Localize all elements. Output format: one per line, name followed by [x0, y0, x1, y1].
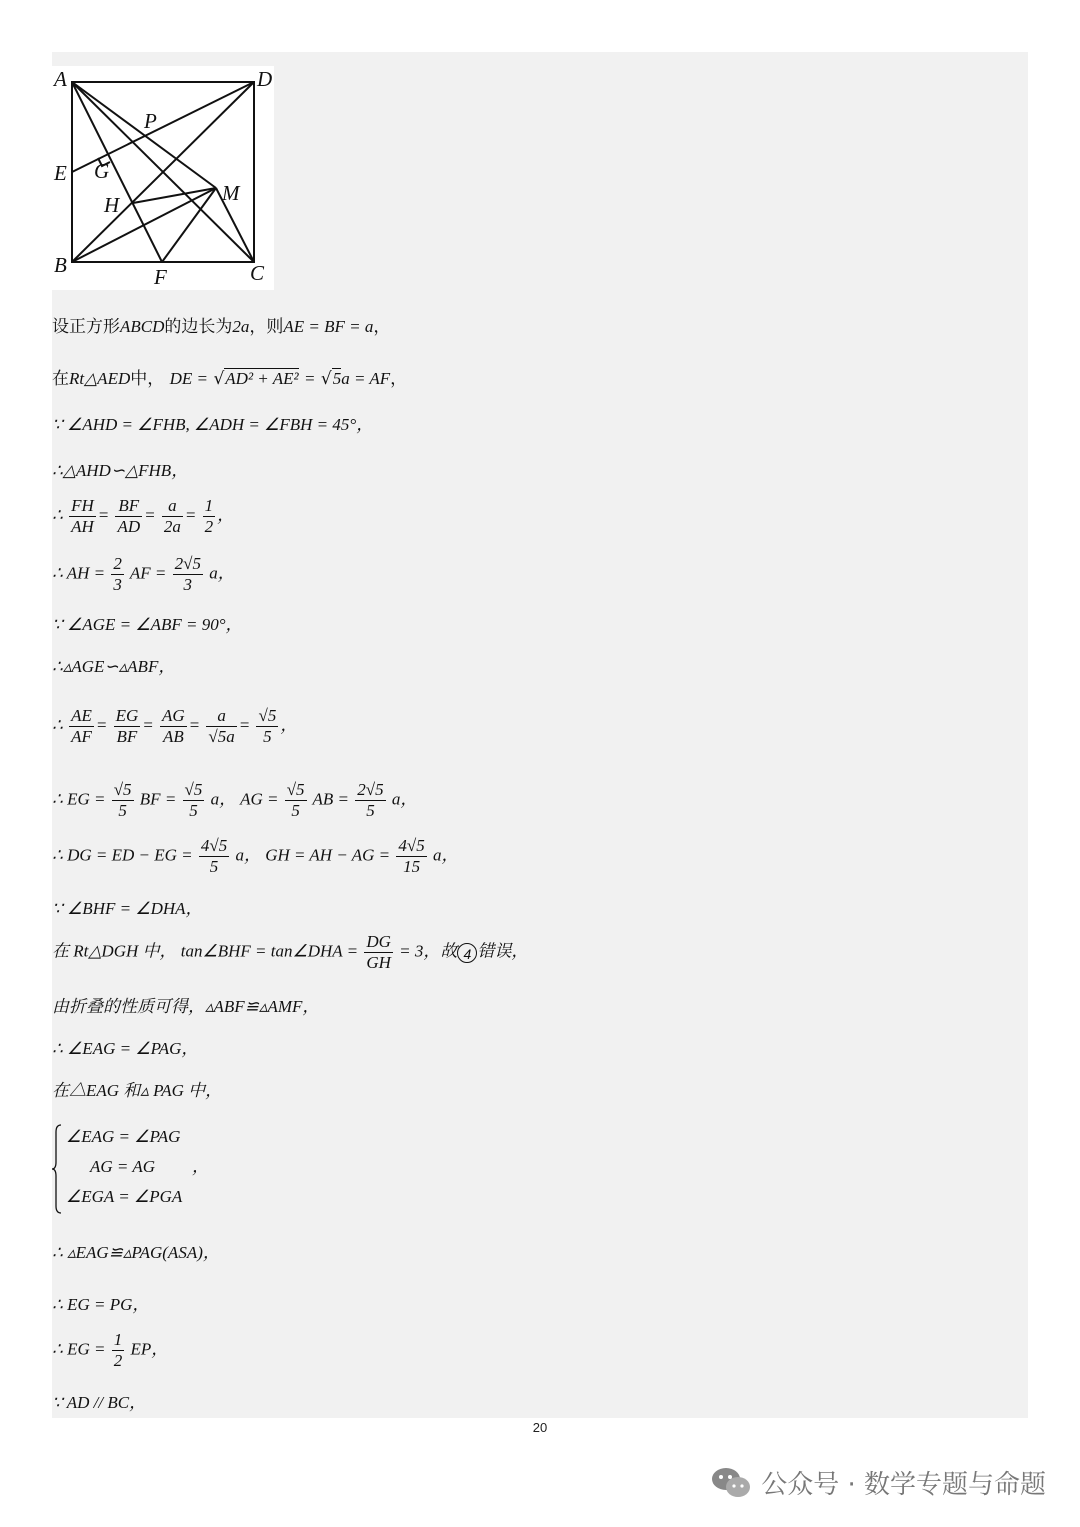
line-2: [52, 366, 407, 392]
system-row: ∠EGA = ∠PGA: [66, 1187, 183, 1206]
line-5: ∴ $\frac{FH}{AH}$ = $\frac{BF}{AD}$ = $\frac{a}{2a}$ = $\frac{1}{2}$ ，: [52, 496, 235, 536]
line-12: ∵ ∠BHF = ∠DHA，: [52, 899, 203, 918]
math: a，: [432, 845, 459, 865]
math: 在 Rt△DGH 中， tan∠BHF = tan∠DHA =: [52, 941, 359, 961]
numerator: 1: [113, 1330, 123, 1349]
label-H: H: [104, 193, 120, 217]
fraction: [173, 554, 203, 595]
math: =: [303, 369, 316, 388]
denominator: 5: [118, 801, 127, 820]
numerator: FH: [71, 496, 94, 515]
numerator: 2: [113, 554, 122, 573]
numerator: √5: [113, 780, 132, 799]
line-6: [52, 554, 235, 595]
denominator: 2: [113, 1351, 123, 1370]
fraction: [396, 836, 426, 877]
math: a， GH = AH − AG =: [235, 845, 391, 865]
denominator: AF: [71, 727, 92, 746]
math: AB =: [312, 789, 350, 809]
numerator: √5: [258, 706, 277, 725]
denominator: AH: [71, 517, 94, 536]
radicand: 5: [332, 369, 342, 388]
math: ，: [280, 715, 298, 735]
denominator: 2: [204, 517, 214, 536]
circled-number: 4: [457, 943, 477, 963]
line-15: ∴ ∠EAG = ∠PAG，: [52, 1039, 199, 1058]
fraction: [160, 706, 187, 747]
numerator: EG: [115, 706, 139, 725]
denominator: GH: [366, 953, 391, 972]
numerator: 2√5: [357, 780, 384, 799]
denominator: 5: [263, 727, 272, 746]
numerator: a: [162, 496, 183, 517]
math: = 3，故: [399, 941, 458, 961]
line-9: ∴ $\frac{AE}{AF}$ = $\frac{EG}{BF}$ = $\frac{AG}{AB}$ = $\frac{a}{√5a}$ = $\frac{√5}{5}$ ，: [52, 706, 298, 746]
fraction: [199, 836, 229, 877]
line-4: ∴△AHD∽△FHB，: [52, 461, 189, 480]
left-brace: [52, 1124, 62, 1214]
numerator: 4√5: [200, 836, 228, 855]
numerator: BF: [115, 496, 142, 517]
line-13: [52, 932, 528, 973]
denominator: √5a: [208, 727, 235, 746]
math: ∴ EG =: [52, 789, 106, 809]
fraction: [69, 706, 94, 747]
text: 在: [52, 369, 69, 389]
math: ∴ AH =: [52, 563, 106, 583]
math: ∴: [52, 505, 63, 525]
line-7: ∵ ∠AGE = ∠ABF = 90°，: [52, 615, 243, 634]
math: a，: [209, 563, 235, 583]
fraction: [256, 706, 278, 747]
denominator: 5: [366, 801, 375, 820]
fraction: [203, 496, 216, 537]
fraction: [115, 496, 142, 537]
numerator: 4√5: [398, 836, 425, 855]
system-comma: ，: [192, 1157, 209, 1176]
numerator: √5: [184, 780, 203, 799]
text: 的边长为: [164, 317, 233, 337]
denominator: AB: [162, 727, 184, 746]
math: ABCD: [120, 317, 165, 336]
label-G: G: [94, 159, 110, 183]
math: ，: [217, 505, 235, 525]
math: a，: [391, 789, 418, 809]
system-row: AG = AG: [90, 1157, 155, 1176]
line-10: [52, 780, 417, 821]
watermark-text: 公众号 · 数学专题与命题: [761, 1470, 1046, 1500]
line-3: ∵ ∠AHD = ∠FHB, ∠ADH = ∠FBH = 45°，: [52, 415, 374, 434]
line-8: ∴▵AGE∽▵ABF，: [52, 657, 176, 676]
denominator: 2a: [163, 517, 181, 536]
fraction: [111, 554, 124, 595]
document-page: [52, 52, 1028, 1418]
numerator: DG: [366, 932, 391, 951]
fraction: [162, 496, 183, 537]
numerator: √5: [286, 780, 305, 799]
label-F: F: [154, 265, 167, 289]
label-C: C: [250, 261, 265, 285]
text: ，则: [249, 317, 284, 337]
math: ∴: [52, 715, 63, 735]
text: 设正方形: [52, 317, 120, 337]
page-number: 20: [532, 1420, 548, 1435]
math: a， AG =: [210, 789, 279, 809]
denominator: AD: [117, 517, 141, 536]
text: 错误，: [477, 941, 529, 961]
math: Rt△AED: [69, 369, 131, 388]
equation-system: [52, 1124, 252, 1214]
line-11: [52, 836, 458, 877]
math: ∴ DG = ED − EG =: [52, 845, 193, 865]
sqrt: √AD² + AE²: [213, 369, 299, 389]
label-E: E: [54, 161, 67, 185]
square-diagram: [52, 66, 274, 290]
text: ，: [390, 369, 408, 389]
denominator: 3: [183, 575, 193, 594]
label-A: A: [54, 67, 67, 91]
math: ∴ EG =: [52, 1339, 106, 1359]
fraction: [112, 780, 134, 821]
math: DE =: [169, 369, 209, 388]
label-B: B: [54, 253, 67, 277]
fraction: [183, 780, 205, 821]
numerator: a: [206, 706, 236, 727]
math: EP，: [130, 1339, 169, 1359]
fraction: [112, 1330, 125, 1371]
numerator: 2√5: [174, 554, 201, 573]
fraction: [206, 706, 236, 747]
line-1: [52, 314, 390, 340]
denominator: 5: [209, 857, 219, 876]
line-14: 由折叠的性质可得，▵ABF≌▵AMF，: [52, 997, 320, 1016]
numerator: 1: [204, 496, 214, 515]
text: 中，: [130, 369, 165, 389]
math: 2a: [232, 317, 250, 336]
fraction: [364, 932, 393, 973]
math: AE = BF = a: [283, 317, 374, 336]
numerator: AG: [162, 706, 185, 725]
math: a = AF: [341, 369, 391, 388]
text: ，: [373, 317, 391, 337]
denominator: 5: [189, 801, 198, 820]
line-16: 在△EAG 和▵ PAG 中，: [52, 1081, 223, 1100]
fraction: [355, 780, 385, 821]
radicand: AD² + AE²: [225, 369, 299, 388]
fraction: [285, 780, 307, 821]
geometry-figure: [52, 66, 274, 290]
label-D: D: [257, 67, 273, 91]
wechat-icon: [711, 1466, 751, 1500]
math: BF =: [139, 789, 177, 809]
denominator: 3: [113, 575, 122, 594]
label-M: M: [222, 181, 240, 205]
denominator: 5: [291, 801, 300, 820]
watermark: [711, 1464, 1046, 1501]
line-17: ∴ ▵EAG≌▵PAG(ASA)，: [52, 1243, 220, 1262]
system-row: ∠EAG = ∠PAG: [66, 1127, 181, 1146]
line-18: ∴ EG = PG，: [52, 1295, 150, 1314]
fraction: [114, 706, 141, 747]
sqrt: √5: [320, 369, 342, 389]
fraction: [69, 496, 96, 537]
denominator: BF: [116, 727, 138, 746]
label-P: P: [144, 109, 157, 133]
denominator: 15: [403, 857, 421, 876]
line-20: ∵ AD // BC，: [52, 1393, 147, 1412]
math: AF =: [129, 563, 167, 583]
numerator: AE: [71, 706, 92, 725]
line-19: [52, 1330, 168, 1371]
